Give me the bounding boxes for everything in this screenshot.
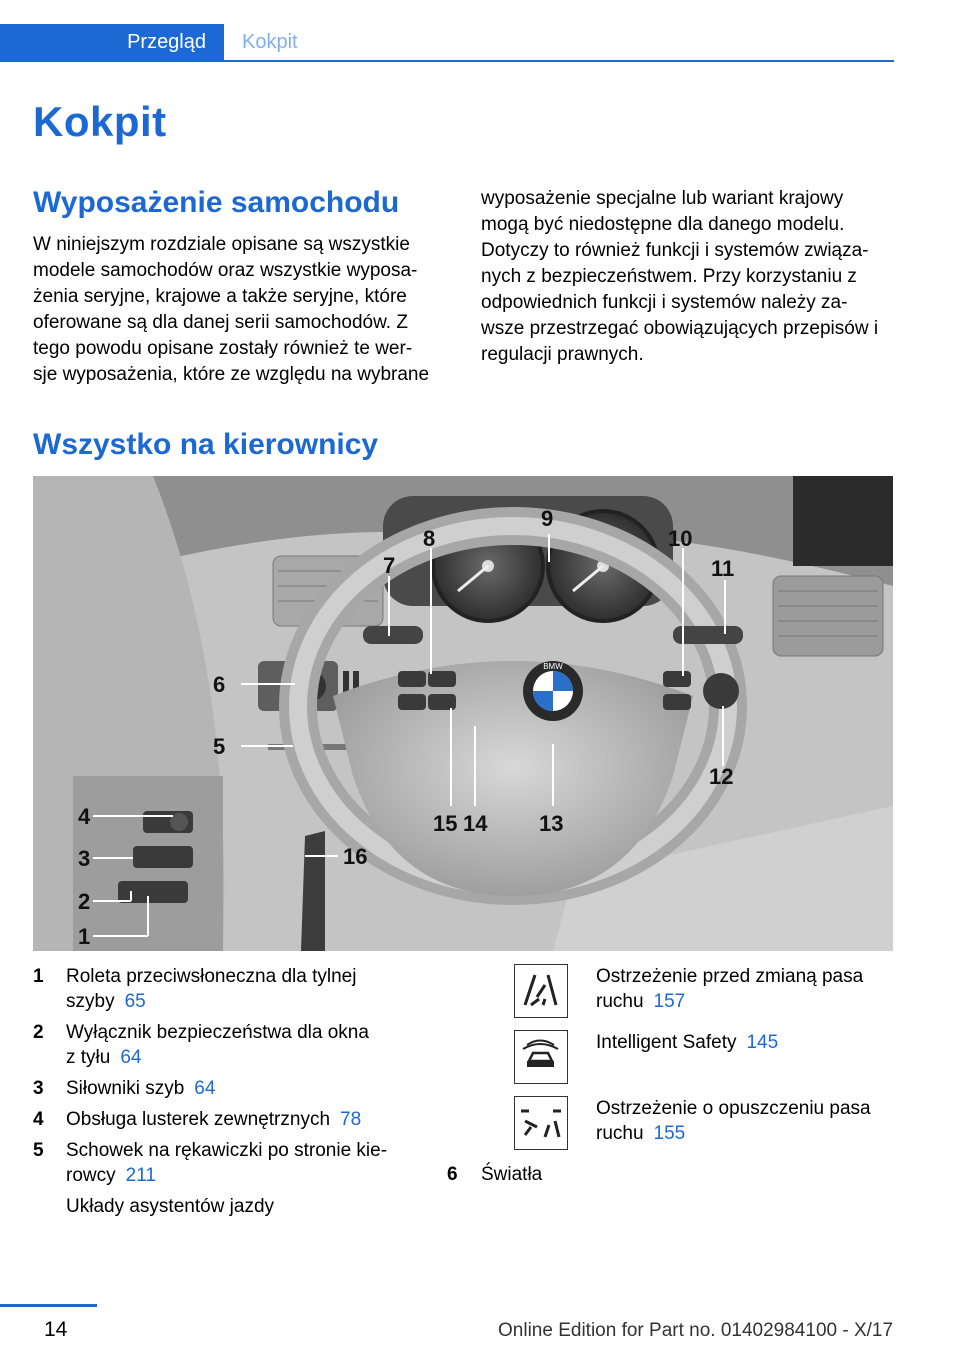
intelligent-safety-icon: [514, 1030, 568, 1084]
callout-5: 5: [213, 734, 226, 759]
legend-number: 1: [33, 966, 44, 987]
intro-line: tego powodu opisane zostały również te wer‐: [33, 338, 413, 359]
page-ref-link[interactable]: 145: [746, 1032, 779, 1053]
intro-column-1: [33, 232, 453, 388]
callout-1: 1: [78, 924, 91, 949]
legend-item: [33, 964, 453, 1014]
tab-przeglad[interactable]: Przegląd: [0, 24, 224, 60]
callout-2: 2: [78, 889, 91, 914]
edition-note: Online Edition for Part no. 01402984100 - X/17: [498, 1320, 894, 1341]
page-number: 14: [44, 1318, 68, 1341]
intro-column-2: [481, 186, 901, 368]
page-ref-link[interactable]: 64: [194, 1078, 216, 1099]
legend-left: [33, 964, 453, 1225]
legend-number: 4: [33, 1109, 44, 1130]
page-ref-link[interactable]: 157: [653, 991, 686, 1012]
intro-line: odpowiednich funkcji i systemów należy za‐: [481, 292, 848, 313]
callout-13: 13: [539, 811, 564, 836]
intro-line: W niniejszym rozdziale opisane są wszystkie: [33, 234, 410, 255]
callout-4: 4: [78, 804, 91, 829]
intro-line: mogą być niedostępne dla danego modelu.: [481, 214, 845, 235]
legend-number: 6: [447, 1164, 458, 1185]
legend-text: szyby: [66, 991, 115, 1012]
legend-text: ruchu: [596, 1123, 644, 1144]
legend-number: 3: [33, 1078, 44, 1099]
legend-text: Roleta przeciwsłoneczna dla tylnej: [66, 966, 357, 987]
callout-12: 12: [709, 764, 734, 789]
intro-line: wyposażenie specjalne lub wariant krajowy: [481, 188, 844, 209]
legend-item: [447, 1162, 904, 1187]
callout-9: 9: [541, 506, 554, 531]
legend-text: Siłowniki szyb: [66, 1078, 185, 1099]
cockpit-figure: [33, 476, 893, 951]
page-ref-link[interactable]: 64: [120, 1047, 142, 1068]
tab-kokpit[interactable]: Kokpit: [242, 30, 298, 53]
legend-text: Wyłącznik bezpieczeństwa dla okna: [66, 1022, 369, 1043]
page-title: Kokpit: [33, 98, 167, 145]
intro-line: modele samochodów oraz wszystkie wyposa‐: [33, 260, 418, 281]
callout-16: 16: [343, 844, 368, 869]
intro-line: regulacji prawnych.: [481, 344, 644, 365]
section-title-wyposazenie: Wyposażenie samochodu: [33, 186, 400, 219]
legend-text: Obsługa lusterek zewnętrznych: [66, 1109, 331, 1130]
page-ref-link[interactable]: 65: [124, 991, 146, 1012]
header-tabbar: [0, 24, 894, 62]
callout-7: 7: [383, 553, 396, 578]
lane-change-warning-icon: [514, 964, 568, 1018]
lane-departure-warning-icon: [514, 1096, 568, 1150]
callout-3: 3: [78, 846, 91, 871]
page-ref-link[interactable]: 155: [653, 1123, 686, 1144]
legend-text: Ostrzeżenie przed zmianą pasa: [596, 966, 864, 987]
callout-14: 14: [463, 811, 488, 836]
callout-6: 6: [213, 672, 226, 697]
callout-15: 15: [433, 811, 458, 836]
intro-line: oferowane są dla danej serii samochodów. Z: [33, 312, 408, 333]
callout-8: 8: [423, 526, 436, 551]
legend-icon-item: [514, 1096, 904, 1154]
legend-item: [33, 1138, 453, 1188]
legend-icon-item: [514, 1030, 904, 1088]
intro-line: sje wyposażenia, które ze względu na wybrane: [33, 364, 430, 385]
legend-number: 2: [33, 1022, 44, 1043]
legend-item: [33, 1107, 453, 1132]
legend-text: Intelligent Safety: [596, 1032, 737, 1053]
legend-text: z tyłu: [66, 1047, 111, 1068]
legend-item: [33, 1020, 453, 1070]
legend-text: Ostrzeżenie o opuszczeniu pasa: [596, 1098, 871, 1119]
legend-right: [447, 964, 904, 1193]
legend-number: 5: [33, 1140, 44, 1161]
page-ref-link[interactable]: 211: [125, 1165, 156, 1186]
legend-text: Schowek na rękawiczki po stronie kie‐: [66, 1140, 388, 1161]
intro-line: wsze przestrzegać obowiązujących przepisów i: [481, 318, 879, 339]
section-title-kierownica: Wszystko na kierownicy: [33, 428, 379, 461]
footer-accent-line: [0, 1304, 97, 1307]
intro-line: żenia seryjne, krajowe a także seryjne, które: [33, 286, 407, 307]
cockpit-illustration: [33, 476, 893, 951]
legend-text: Układy asystentów jazdy: [66, 1196, 275, 1217]
legend-text: ruchu: [596, 991, 644, 1012]
legend-item: [33, 1076, 453, 1101]
legend-text: Światła: [481, 1164, 543, 1185]
legend-subheading: [33, 1194, 453, 1219]
callout-11: 11: [711, 556, 735, 581]
bmw-logo-text: BMW: [543, 662, 563, 671]
intro-line: Dotyczy to również funkcji i systemów związa‐: [481, 240, 869, 261]
page-ref-link[interactable]: 78: [340, 1109, 362, 1130]
intro-line: nych z bezpieczeństwem. Przy korzystaniu z: [481, 266, 857, 287]
callout-10: 10: [668, 526, 693, 551]
legend-icon-item: [514, 964, 904, 1022]
legend-text: rowcy: [66, 1165, 116, 1186]
